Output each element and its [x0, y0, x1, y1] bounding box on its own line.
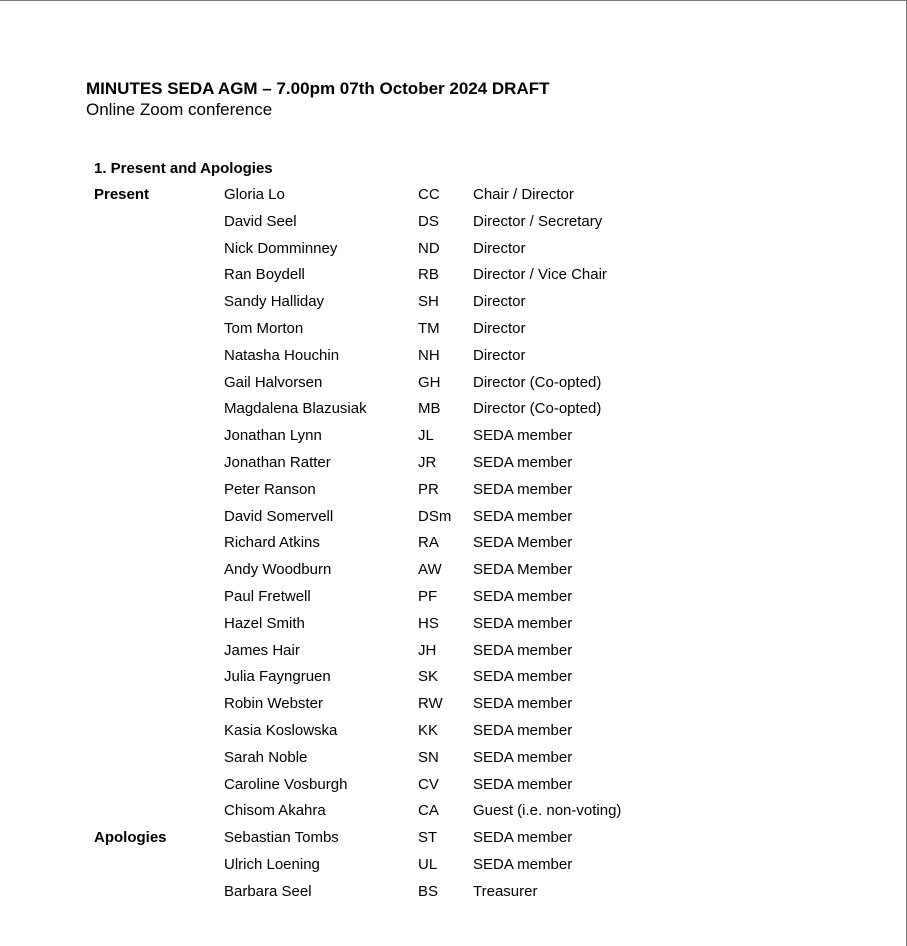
attendee-row — [0, 530, 907, 557]
attendee-initials: AW — [418, 561, 442, 579]
attendee-row — [0, 584, 907, 611]
attendee-role: SEDA member — [473, 587, 573, 605]
attendee-role: SEDA member — [473, 427, 573, 445]
attendee-name: Ulrich Loening — [224, 855, 320, 873]
attendee-initials: RW — [418, 695, 443, 713]
attendee-initials: ND — [418, 239, 440, 257]
attendee-row — [0, 316, 907, 343]
attendee-row — [0, 611, 907, 638]
attendee-initials: SH — [418, 293, 439, 311]
attendee-name: Chisom Akahra — [224, 802, 326, 820]
attendee-row — [0, 825, 907, 852]
attendee-list — [0, 182, 907, 906]
attendee-role: Guest (i.e. non-voting) — [473, 802, 622, 820]
attendee-name: Gail Halvorsen — [224, 373, 323, 391]
attendee-role: SEDA member — [473, 507, 573, 525]
attendee-role: Treasurer — [473, 882, 538, 900]
attendee-row — [0, 182, 907, 209]
attendee-initials: SN — [418, 748, 439, 766]
attendee-initials: MB — [418, 400, 441, 418]
attendee-row — [0, 664, 907, 691]
page-top-border — [0, 0, 907, 1]
attendee-initials: KK — [418, 721, 439, 739]
attendee-role: SEDA member — [473, 614, 573, 632]
attendee-row — [0, 370, 907, 397]
attendee-role: SEDA member — [473, 668, 573, 686]
attendee-row — [0, 396, 907, 423]
attendee-initials: RB — [418, 266, 439, 284]
attendee-role: SEDA member — [473, 695, 573, 713]
attendee-initials: CA — [418, 802, 439, 820]
attendee-role: SEDA member — [473, 829, 573, 847]
attendee-name: David Somervell — [224, 507, 334, 525]
attendee-row — [0, 236, 907, 263]
attendee-role: Director / Vice Chair — [473, 266, 607, 284]
document-title: MINUTES SEDA AGM – 7.00pm 07th October 2024 DRAFT — [86, 79, 550, 98]
attendee-initials: HS — [418, 614, 439, 632]
attendee-role: Director — [473, 239, 526, 257]
attendee-role: SEDA member — [473, 775, 573, 793]
attendee-name: Jonathan Lynn — [224, 427, 322, 445]
attendee-name: Peter Ranson — [224, 480, 316, 498]
attendee-name: Caroline Vosburgh — [224, 775, 348, 793]
attendee-initials: JH — [418, 641, 437, 659]
attendee-row — [0, 477, 907, 504]
attendee-row — [0, 772, 907, 799]
attendee-row — [0, 343, 907, 370]
attendee-role: SEDA member — [473, 855, 573, 873]
attendee-initials: GH — [418, 373, 441, 391]
attendee-row — [0, 691, 907, 718]
attendee-name: Robin Webster — [224, 695, 323, 713]
attendee-role: SEDA member — [473, 641, 573, 659]
attendee-row — [0, 423, 907, 450]
attendee-role: Director — [473, 319, 526, 337]
attendee-row — [0, 798, 907, 825]
attendee-role: SEDA member — [473, 721, 573, 739]
attendee-initials: JL — [418, 427, 434, 445]
attendee-role: Director — [473, 346, 526, 364]
attendee-row — [0, 262, 907, 289]
attendee-role: SEDA member — [473, 480, 573, 498]
attendee-initials: UL — [418, 855, 438, 873]
attendee-role: SEDA member — [473, 453, 573, 471]
attendee-name: Richard Atkins — [224, 534, 320, 552]
attendee-name: Natasha Houchin — [224, 346, 340, 364]
attendee-row — [0, 879, 907, 906]
attendee-initials: PF — [418, 587, 438, 605]
attendee-name: Barbara Seel — [224, 882, 312, 900]
attendance-group-label: Apologies — [94, 829, 167, 847]
attendee-initials: TM — [418, 319, 440, 337]
attendee-initials: RA — [418, 534, 439, 552]
attendee-role: Director — [473, 293, 526, 311]
attendee-role: SEDA Member — [473, 561, 573, 579]
attendee-role: Director / Secretary — [473, 212, 603, 230]
attendee-name: Gloria Lo — [224, 186, 285, 203]
attendee-row — [0, 450, 907, 477]
attendee-name: Tom Morton — [224, 319, 304, 337]
attendee-initials: PR — [418, 480, 439, 498]
attendee-name: James Hair — [224, 641, 300, 659]
attendee-role: Director (Co-opted) — [473, 400, 602, 418]
attendee-row — [0, 852, 907, 879]
attendee-name: Sarah Noble — [224, 748, 308, 766]
section-heading: 1. Present and Apologies — [94, 160, 273, 177]
attendee-initials: NH — [418, 346, 440, 364]
attendee-row — [0, 718, 907, 745]
attendee-name: Julia Fayngruen — [224, 668, 331, 686]
attendee-initials: ST — [418, 829, 438, 847]
attendee-role: Chair / Director — [473, 186, 574, 203]
attendee-role: SEDA member — [473, 748, 573, 766]
attendee-row — [0, 209, 907, 236]
attendance-group-label: Present — [94, 186, 150, 203]
attendee-name: Magdalena Blazusiak — [224, 400, 367, 418]
attendee-name: Andy Woodburn — [224, 561, 332, 579]
attendee-role: SEDA Member — [473, 534, 573, 552]
attendee-initials: DS — [418, 212, 439, 230]
attendee-row — [0, 289, 907, 316]
attendee-initials: SK — [418, 668, 439, 686]
attendee-row — [0, 504, 907, 531]
attendee-initials: CV — [418, 775, 439, 793]
attendee-row — [0, 745, 907, 772]
attendee-name: Sandy Halliday — [224, 293, 325, 311]
attendee-name: Nick Domminney — [224, 239, 338, 257]
attendee-name: Hazel Smith — [224, 614, 305, 632]
attendee-initials: JR — [418, 453, 437, 471]
attendee-initials: BS — [418, 882, 439, 900]
attendee-name: Ran Boydell — [224, 266, 305, 284]
attendee-initials: CC — [418, 186, 440, 203]
attendee-row — [0, 557, 907, 584]
attendee-row — [0, 638, 907, 665]
attendee-name: David Seel — [224, 212, 297, 230]
attendee-name: Kasia Koslowska — [224, 721, 338, 739]
document-subtitle: Online Zoom conference — [86, 100, 273, 119]
attendee-role: Director (Co-opted) — [473, 373, 602, 391]
attendee-name: Jonathan Ratter — [224, 453, 331, 471]
attendee-initials: DSm — [418, 507, 452, 525]
attendee-name: Paul Fretwell — [224, 587, 311, 605]
attendee-name: Sebastian Tombs — [224, 829, 339, 847]
